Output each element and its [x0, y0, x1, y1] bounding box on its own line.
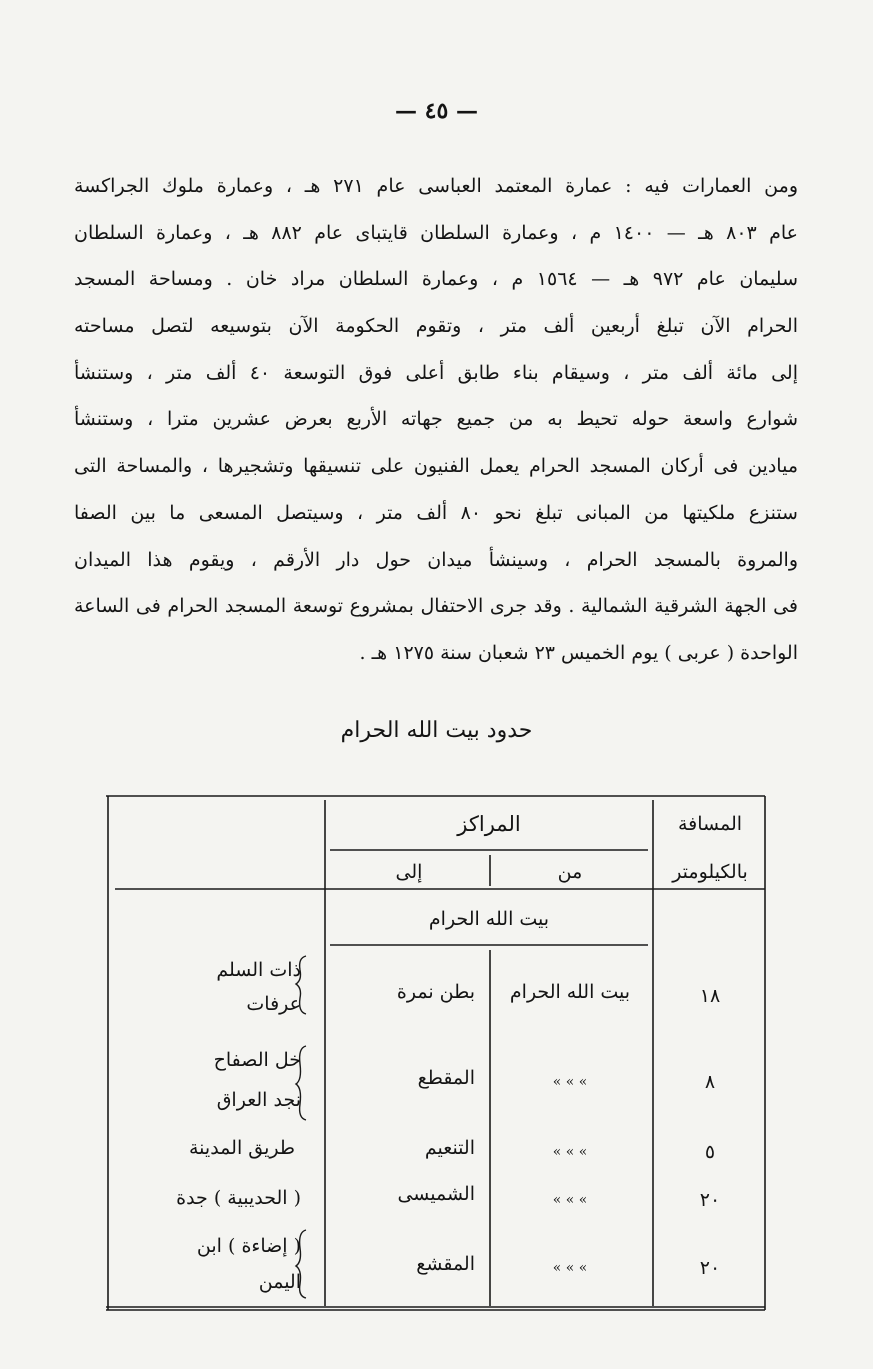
paragraph-line: سليمان عام ٩٧٢ هـ — ١٥٦٤ م ، وعمارة السلطان مراد خان . ومساحة المسجد [74, 268, 798, 291]
row-to: المقشع [416, 1253, 475, 1275]
row-distance: ٢٠ [699, 1257, 721, 1279]
row-distance: ٥ [704, 1141, 716, 1163]
row-to: التنعيم [424, 1137, 475, 1159]
paragraph-line: الواحدة ( عربى ) يوم الخميس ٢٣ شعبان سنة ١٢٧٥ هـ . [359, 641, 798, 664]
row-boundary: ذات السلم [216, 959, 301, 981]
header-to: إلى [395, 861, 423, 883]
row-boundary: اليمن [258, 1271, 301, 1293]
header-distance-unit: بالكيلومتر [672, 861, 748, 883]
header-distance: المسافة [677, 813, 743, 835]
page-number: — ٤٥ — [395, 98, 478, 124]
row-from: بيت الله الحرام [509, 981, 631, 1003]
paragraph-line: عام ٨٠٣ هـ — ١٤٠٠ م ، وعمارة السلطان قايتباى عام ٨٨٢ هـ ، وعمارة السلطان [74, 221, 798, 244]
row-from: » » » [552, 1192, 588, 1208]
row-boundary: عرفات [246, 993, 301, 1015]
row-boundary: نجد العراق [216, 1089, 301, 1111]
paragraph-line: الحرام الآن تبلغ أربعين ألف متر ، وتقوم الحكومة الآن بتوسيعه لتصل مساحته [74, 315, 798, 338]
row-boundary: ( الحديبية ) جدة [176, 1187, 301, 1209]
row-from: » » » [552, 1074, 588, 1090]
paragraph-line: فى الجهة الشرقية الشمالية . وقد جرى الاحتفال بمشروع توسعة المسجد الحرام فى الساعة [74, 595, 798, 618]
row-boundary: طريق المدينة [188, 1137, 295, 1159]
section-title: حدود بيت الله الحرام [340, 718, 533, 743]
row-to: المقطع [417, 1067, 475, 1089]
row-from: » » » [552, 1144, 588, 1160]
paragraph-line: ومن العمارات فيه : عمارة المعتمد العباسى عام ٢٧١ هـ ، وعمارة ملوك الجراكسة [74, 175, 798, 197]
paragraph-line: والمروة بالمسجد الحرام ، وسينشأ ميدان حول دار الأرقم ، ويقوم هذا الميدان [74, 548, 798, 571]
header-from: من [557, 861, 583, 883]
row-boundary: خل الصفاح [213, 1049, 301, 1071]
row-distance: ١٨ [699, 985, 721, 1007]
row-to: بطن نمرة [396, 981, 475, 1003]
row-distance: ٨ [704, 1071, 716, 1093]
paragraph-line: شوارع واسعة حوله تحيط به من جميع جهاته الأربع بعرض عشرين مترا ، وستنشأ [74, 408, 798, 431]
paragraph-line: ميادين فى أركان المسجد الحرام يعمل الفنيون على تنسيقها وتشجيرها ، والمساحة التى [74, 455, 798, 478]
paragraph-line: إلى مائة ألف متر ، وسيقام بناء طابق أعلى فوق التوسعة ٤٠ ألف متر ، وستنشأ [74, 361, 798, 384]
row-distance: ٢٠ [699, 1189, 721, 1211]
header-centers: المراكز [457, 812, 521, 836]
row-to: الشميسى [397, 1183, 475, 1205]
row-from: » » » [552, 1260, 588, 1276]
header-origin: بيت الله الحرام [428, 908, 550, 930]
row-boundary: ( إضاءة ) ابن [196, 1235, 301, 1257]
paragraph-line: ستنزع ملكيتها من المبانى تبلغ نحو ٨٠ ألف متر ، وسيتصل المسعى ما بين الصفا [74, 501, 798, 524]
